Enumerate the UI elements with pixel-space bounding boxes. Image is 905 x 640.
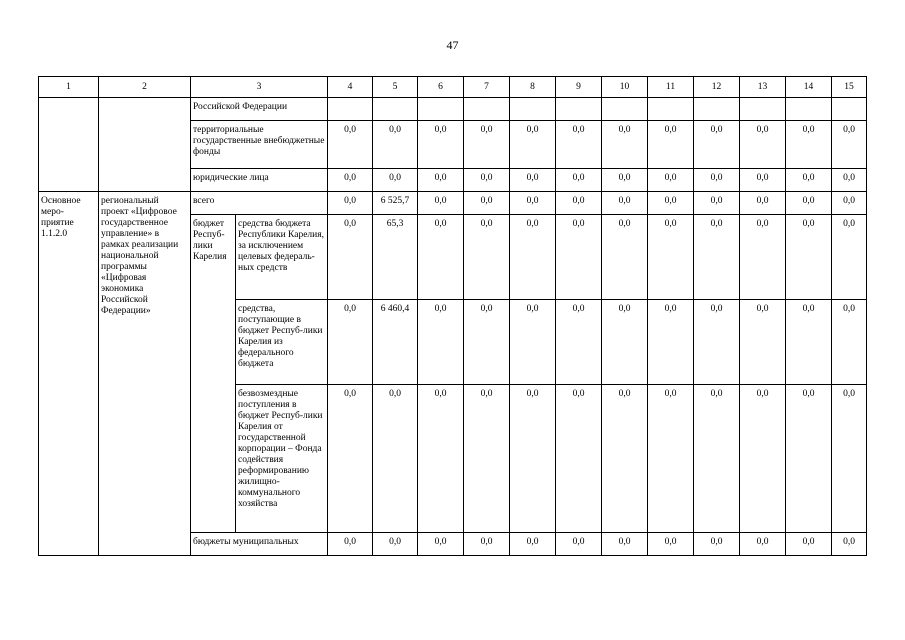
value-cell: 0,0 xyxy=(740,121,786,169)
value-cell: 0,0 xyxy=(510,192,556,215)
value-cell: 0,0 xyxy=(418,121,464,169)
value-cell: 0,0 xyxy=(694,533,740,556)
value-cell: 0,0 xyxy=(464,215,510,300)
header-cell: 13 xyxy=(740,77,786,98)
value-cell: 0,0 xyxy=(510,121,556,169)
value-cell: 0,0 xyxy=(694,121,740,169)
value-cell xyxy=(328,98,373,121)
value-cell: 0,0 xyxy=(786,300,832,385)
value-cell xyxy=(464,98,510,121)
value-cell: 0,0 xyxy=(464,385,510,533)
value-cell: 0,0 xyxy=(602,192,648,215)
value-cell: 0,0 xyxy=(786,533,832,556)
value-cell: 0,0 xyxy=(418,533,464,556)
value-cell: 0,0 xyxy=(832,169,867,192)
value-cell: 0,0 xyxy=(328,121,373,169)
page-number: 47 xyxy=(446,38,459,52)
cell-empty-col2 xyxy=(99,98,191,192)
value-cell: 0,0 xyxy=(373,121,418,169)
value-cell: 0,0 xyxy=(832,121,867,169)
value-cell xyxy=(418,98,464,121)
value-cell: 0,0 xyxy=(556,169,602,192)
header-cell: 15 xyxy=(832,77,867,98)
value-cell xyxy=(510,98,556,121)
value-cell: 0,0 xyxy=(740,192,786,215)
value-cell: 0,0 xyxy=(786,385,832,533)
value-cell: 0,0 xyxy=(740,533,786,556)
value-cell: 0,0 xyxy=(418,385,464,533)
value-cell: 0,0 xyxy=(373,385,418,533)
value-cell: 6 460,4 xyxy=(373,300,418,385)
value-cell xyxy=(648,98,694,121)
value-cell: 0,0 xyxy=(740,300,786,385)
value-cell: 0,0 xyxy=(832,215,867,300)
header-cell: 2 xyxy=(99,77,191,98)
value-cell: 6 525,7 xyxy=(373,192,418,215)
header-cell: 3 xyxy=(191,77,328,98)
value-cell: 0,0 xyxy=(602,385,648,533)
value-cell: 0,0 xyxy=(464,169,510,192)
event-code: Основное меро-приятие 1.1.2.0 xyxy=(39,192,99,556)
header-cell: 1 xyxy=(39,77,99,98)
value-cell: 0,0 xyxy=(648,215,694,300)
row-label-total: всего xyxy=(191,192,328,215)
header-cell: 12 xyxy=(694,77,740,98)
table-row-rf xyxy=(39,98,867,121)
value-cell: 0,0 xyxy=(464,121,510,169)
value-cell: 0,0 xyxy=(328,533,373,556)
header-row xyxy=(39,77,867,98)
value-cell: 0,0 xyxy=(510,215,556,300)
value-cell: 0,0 xyxy=(694,300,740,385)
value-cell: 0,0 xyxy=(786,215,832,300)
value-cell: 0,0 xyxy=(694,192,740,215)
value-cell: 0,0 xyxy=(832,533,867,556)
value-cell: 0,0 xyxy=(328,300,373,385)
value-cell: 0,0 xyxy=(328,169,373,192)
value-cell xyxy=(602,98,648,121)
header-cell: 14 xyxy=(786,77,832,98)
row-label-tf: территориальные государственные внебюджетные фонды xyxy=(191,121,328,169)
value-cell: 0,0 xyxy=(556,533,602,556)
value-cell: 0,0 xyxy=(740,215,786,300)
value-cell: 0,0 xyxy=(832,385,867,533)
value-cell: 0,0 xyxy=(648,300,694,385)
value-cell: 0,0 xyxy=(786,169,832,192)
value-cell xyxy=(786,98,832,121)
header-cell: 4 xyxy=(328,77,373,98)
header-cell: 7 xyxy=(464,77,510,98)
header-cell: 10 xyxy=(602,77,648,98)
row-label-budget-2: средства, поступающие в бюджет Респуб-лики Карелия из федерального бюджета xyxy=(236,300,328,385)
value-cell: 0,0 xyxy=(786,121,832,169)
header-cell: 6 xyxy=(418,77,464,98)
value-cell: 0,0 xyxy=(648,192,694,215)
value-cell: 0,0 xyxy=(602,533,648,556)
value-cell: 0,0 xyxy=(328,385,373,533)
header-cell: 5 xyxy=(373,77,418,98)
header-cell: 9 xyxy=(556,77,602,98)
value-cell: 0,0 xyxy=(418,215,464,300)
value-cell: 0,0 xyxy=(602,215,648,300)
value-cell: 0,0 xyxy=(740,385,786,533)
value-cell xyxy=(556,98,602,121)
value-cell: 0,0 xyxy=(648,169,694,192)
value-cell: 0,0 xyxy=(328,215,373,300)
table-row-total xyxy=(39,192,867,215)
value-cell xyxy=(694,98,740,121)
value-cell: 0,0 xyxy=(648,385,694,533)
value-cell: 0,0 xyxy=(464,300,510,385)
value-cell: 0,0 xyxy=(510,533,556,556)
value-cell: 0,0 xyxy=(556,385,602,533)
value-cell xyxy=(740,98,786,121)
value-cell xyxy=(373,98,418,121)
value-cell: 65,3 xyxy=(373,215,418,300)
value-cell: 0,0 xyxy=(510,385,556,533)
row-label-rf: Российской Федерации xyxy=(191,98,328,121)
value-cell: 0,0 xyxy=(373,169,418,192)
header-cell: 8 xyxy=(510,77,556,98)
value-cell: 0,0 xyxy=(418,192,464,215)
value-cell xyxy=(832,98,867,121)
header-cell: 11 xyxy=(648,77,694,98)
value-cell: 0,0 xyxy=(510,169,556,192)
value-cell: 0,0 xyxy=(694,215,740,300)
value-cell: 0,0 xyxy=(556,121,602,169)
value-cell: 0,0 xyxy=(740,169,786,192)
value-cell: 0,0 xyxy=(648,121,694,169)
value-cell: 0,0 xyxy=(832,192,867,215)
value-cell: 0,0 xyxy=(786,192,832,215)
value-cell: 0,0 xyxy=(602,169,648,192)
cell-empty-col1 xyxy=(39,98,99,192)
value-cell: 0,0 xyxy=(418,169,464,192)
value-cell: 0,0 xyxy=(328,192,373,215)
row-label-municipal: бюджеты муниципальных xyxy=(191,533,328,556)
budget-group-label: бюджет Респуб-лики Карелия xyxy=(191,215,236,533)
value-cell: 0,0 xyxy=(602,300,648,385)
event-name: региональный проект «Цифровое государственное управление» в рамках реализации национальной программы «Цифровая экономика Российской Федерации» xyxy=(99,192,191,556)
row-label-budget-3: безвозмездные поступления в бюджет Респуб-лики Карелия от государственной корпорации – Фонда содействия реформированию жилищно-коммунального хозяйства xyxy=(236,385,328,533)
value-cell: 0,0 xyxy=(602,121,648,169)
value-cell: 0,0 xyxy=(464,192,510,215)
value-cell: 0,0 xyxy=(373,533,418,556)
value-cell: 0,0 xyxy=(694,385,740,533)
value-cell: 0,0 xyxy=(648,533,694,556)
value-cell: 0,0 xyxy=(556,192,602,215)
budget-table xyxy=(38,76,867,556)
value-cell: 0,0 xyxy=(694,169,740,192)
value-cell: 0,0 xyxy=(832,300,867,385)
row-label-ul: юридические лица xyxy=(191,169,328,192)
value-cell: 0,0 xyxy=(464,533,510,556)
row-label-budget-1: средства бюджета Республики Карелия, за исключением целевых федераль-ных средств xyxy=(236,215,328,300)
value-cell: 0,0 xyxy=(418,300,464,385)
value-cell: 0,0 xyxy=(556,215,602,300)
value-cell: 0,0 xyxy=(556,300,602,385)
value-cell: 0,0 xyxy=(510,300,556,385)
